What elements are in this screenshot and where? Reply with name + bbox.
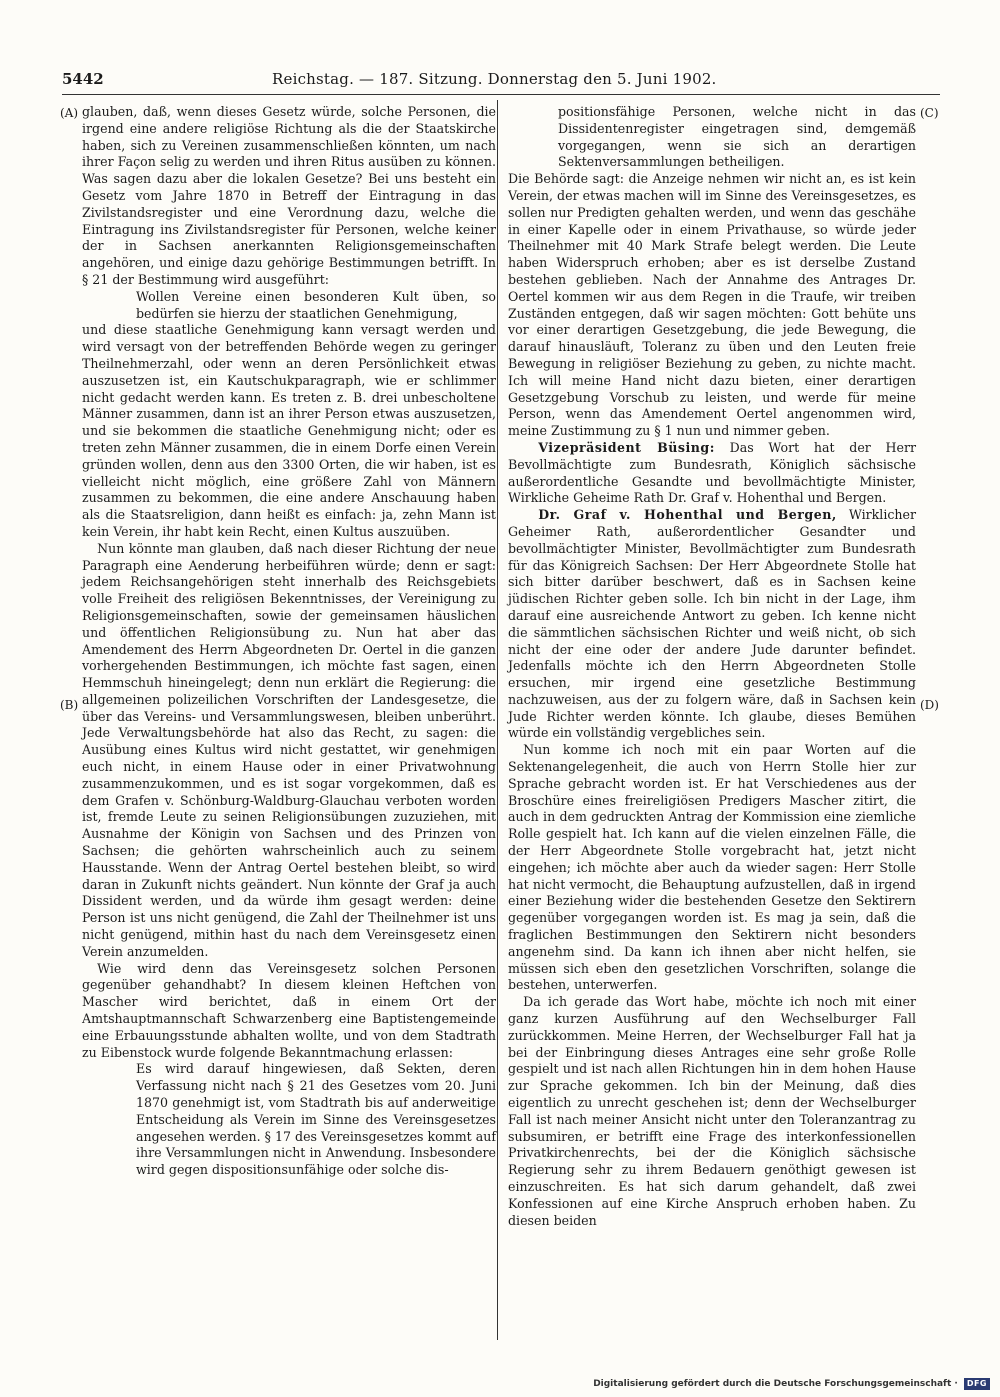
quote-block: positionsfähige Personen, welche nicht in das Dissidentenregister eingetragen sind, demgemäß vorgegangen, wenn sie sich an derartigen Sektenversammlungen betheiligen. — [558, 104, 916, 170]
footer-credit-text: Digitalisierung gefördert durch die Deutsche Forschungsgemeinschaft · — [593, 1379, 958, 1389]
speaker-paragraph: Vizepräsident Büsing: Das Wort hat der Herr Bevollmächtigte zum Bundesrath, Königlich sächsische außerordentliche Gesandte und bevollmächtigte Minister, Wirkliche Geheime Rath Dr. Graf v. Hohenthal und Bergen. — [508, 439, 916, 506]
margin-marker-b: (B) — [60, 698, 79, 712]
quote-block: Es wird darauf hingewiesen, daß Sekten, deren Verfassung nicht nach § 21 des Gesetzes vom 20. Juni 1870 genehmigt ist, vom Stadtrath bis auf anderweitige Entscheidung als Verein im Sinne des Vereinsgesetzes angesehen werden. § 17 des Vereinsgesetzes kommt auf ihre Versammlungen nicht in Anwendung. Insbesondere wird gegen dispositionsunfähige oder solche dis- — [136, 1061, 496, 1178]
margin-marker-c: (C) — [920, 106, 939, 120]
paragraph: Nun komme ich noch mit ein paar Worten auf die Sektenangelegenheit, die auch von Herrn Stolle hier zur Sprache gebracht worden ist. Er hat Verschiedenes aus der Broschüre eines freireligiösen Predigers Mascher zitirt, die auch in dem gedruckten Antrag der Kommission eine ziemliche Rolle gespielt hat. Ich kann auf die vielen einzelnen Fälle, die der Herr Abgeordnete Stolle vorgebracht hat, jetzt nicht eingehen; ich möchte aber auch da wieder sagen: Herr Stolle hat nicht vermocht, die Behauptung aufzustellen, daß in irgend einer Beziehung wider die bestehenden Gesetze den Sektirern gegenüber vorgegangen worden ist. Es mag ja sein, daß die fraglichen Bestimmungen den Sektirern nicht besonders angenehm sind. Da kann ich ihnen aber nicht helfen, sie müssen sich eben den gesetzlichen Vorschriften, solange die bestehen, unterwerfen. — [508, 742, 916, 993]
paragraph: und diese staatliche Genehmigung kann versagt werden und wird versagt von der betreffenden Behörde wegen zu geringer Theilnehmerzahl, oder wenn an deren Persönlichkeit etwas auszusetzen ist, ein Kautschukparagraph, wie er schlimmer nicht gedacht werden kann. Es treten z. B. drei unbescholtene Männer zusammen, dann ist an ihrer Person etwas auszusetzen, und sie bekommen die staatliche Genehmigung nicht; oder es treten zehn Männer zusammen, die in einem Dorfe einen Verein gründen wollen, denn aus den 3300 Orten, die wir haben, ist es vielleicht nicht möglich, eine größere Zahl von Männern zusammen zu bekommen, die eine andere Anschauung haben als die Staatsreligion, dann heißt es einfach: ja, zehn Mann ist kein Verein, ihr habt kein Recht, einen Kultus auszuüben. — [82, 322, 496, 539]
paragraph: Nun könnte man glauben, daß nach dieser Richtung der neue Paragraph eine Aenderung herbeiführen würde; denn er sagt: jedem Reichsangehörigen steht innerhalb des Reichsgebiets volle Freiheit des religiösen Bekenntnisses, der Vereinigung zu Religionsgemeinschaften, sowie der gemeinsamen häuslichen und öffentlichen Religionsübung zu. Nun hat aber das Amendement des Herrn Abgeordneten Dr. Oertel in die ganzen vorhergehenden Bestimmungen, ich möchte fast sagen, einen Hemmschuh hineingelegt; denn nun erklärt die Regierung: die allgemeinen polizeilichen Vorschriften der Landesgesetze, die über das Vereins- und Versammlungswesen, bleiben unberührt. Jede Verwaltungsbehörde hat also das Recht, zu sagen: die Ausübung eines Kultus wird nicht gestattet, wir genehmigen euch nicht, in einem Hause oder in einer Privatwohnung zusammenzukommen, und es ist sogar vorgekommen, daß es dem Grafen v. Schönburg-Waldburg-Glauchau verboten worden ist, fremde Leute zu seinen Religionsübungen zuzuziehen, mit Ausnahme der Königin von Sachsen und des Prinzen von Sachsen; die gehörten wahrscheinlich auch zu seinem Hausstande. Wenn der Antrag Oertel bestehen bleibt, so wird daran in Zukunft nichts geändert. Nun könnte der Graf ja auch Dissident werden, und da würde ihm gesagt werden: deine Person ist uns nicht genügend, die Zahl der Theilnehmer ist uns nicht genügend, mithin hast du nach dem Vereinsgesetz einen Verein anzumelden. — [82, 540, 496, 959]
quote-block: Wollen Vereine einen besonderen Kult üben, so bedürfen sie hierzu der staatlichen Genehmigung, — [136, 288, 496, 321]
paragraph: Wie wird denn das Vereinsgesetz solchen Personen gegenüber gehandhabt? In diesem kleinen Heftchen von Mascher wird berichtet, daß in einem Ort der Amtshauptmannschaft Schwarzenberg eine Baptistengemeinde eine Erbauungsstunde abhalten wollte, und von dem Stadtrath zu Eibenstock wurde folgende Bekanntmachung erlassen: — [82, 960, 496, 1060]
running-title: Reichstag. — 187. Sitzung. Donnerstag den 5. Juni 1902. — [272, 70, 717, 88]
left-column — [82, 104, 496, 1179]
paragraph: Die Behörde sagt: die Anzeige nehmen wir nicht an, es ist kein Verein, der etwas machen will im Sinne des Vereinsgesetzes, es sollen nur Predigten gehalten werden, und wenn das geschähe in einer Kapelle oder in einem Privathause, so würde jeder Theilnehmer mit 40 Mark Strafe belegt werden. Die Leute haben Widerspruch erhoben; aber es ist derselbe Zustand bestehen geblieben. Nach der Annahme des Antrages Dr. Oertel kommen wir aus dem Regen in die Traufe, wir treiben Zuständen entgegen, daß wir sagen möchten: Gott behüte uns vor einer derartigen Gesetzgebung, die jede Bewegung, die darauf hinausläuft, Toleranz zu üben und den Leuten freie Bewegung in religiöser Beziehung zu geben, zu nichte macht. Ich will meine Hand nicht dazu bieten, einer derartigen Gesetzgebung Vorschub zu leisten, und werde für meine Person, wenn das Amendement Oertel angenommen wird, meine Zustimmung zu § 1 nun und nimmer geben. — [508, 171, 916, 439]
right-column — [508, 104, 916, 1229]
column-divider — [497, 100, 498, 1340]
footer-credit — [593, 1377, 990, 1391]
paragraph: glauben, daß, wenn dieses Gesetz würde, solche Personen, die irgend eine andere religiöse Richtung als die der Staatskirche haben, sich zu Vereinen zusammenschließen könnten, um nach ihrer Façon selig zu werden und ihren Ritus ausüben zu können. Was sagen dazu aber die lokalen Gesetze? Bei uns besteht ein Gesetz vom Jahre 1870 in Betreff der Eintragung in das Zivilstandsregister und eine Verordnung dazu, welche die Eintragung ins Zivilstandsregister für Personen, welche keiner der in Sachsen anerkannten Religionsgemeinschaften angehören, und einige dazu gehörige Bestimmungen betrifft. In § 21 der Bestimmung wird ausgeführt: — [82, 104, 496, 287]
page-header — [62, 68, 940, 90]
header-rule — [62, 94, 940, 95]
paragraph: Da ich gerade das Wort habe, möchte ich noch mit einer ganz kurzen Ausführung auf den Wechselburger Fall zurückkommen. Meine Herren, der Wechselburger Fall hat ja bei der Einbringung dieses Antrages eine sehr große Rolle gespielt und ist nach allen Richtungen hin in dem hohen Hause zur Sprache gekommen. Ich bin der Meinung, daß dies eigentlich zu unrecht geschehen ist; denn der Wechselburger Fall ist nach meiner Ansicht nicht unter den Toleranzantrag zu subsumiren, er betrifft eine Frage des interkonfessionellen Privatkirchenrechts, bei der die Königlich sächsische Regierung sehr zu ihrem Bedauern genöthigt gewesen ist einzuschreiten. Es hat sich darum gehandelt, daß zwei Konfessionen auf eine Kirche Anspruch erhoben haben. Zu diesen beiden — [508, 994, 916, 1228]
margin-marker-a: (A) — [60, 106, 79, 120]
speaker-name: Vizepräsident Büsing: — [538, 439, 715, 455]
speaker-paragraph: Dr. Graf v. Hohenthal und Bergen, Wirklicher Geheimer Rath, außerordentlicher Gesandter und bevollmächtigter Minister, Bevollmächtigter zum Bundesrath für das Königreich Sachsen: Der Herr Abgeordnete Stolle hat sich bitter darüber beschwert, daß es in Sachsen keine jüdischen Richter geben solle. Ich bin nicht in der Lage, ihm darauf eine ausreichende Antwort zu geben. Ich kenne nicht die sämmtlichen sächsischen Richter und weiß nicht, ob sich nicht der eine oder der andere Jude darunter befindet. Jedenfalls möchte ich den Herrn Abgeordneten Stolle ersuchen, mir irgend eine gesetzliche Bestimmung nachzuweisen, aus der zu folgern wäre, daß in Sachsen kein Jude Richter werden könnte. Ich glaube, dieses Bemühen würde ein vollständig vergebliches sein. — [508, 507, 917, 741]
speaker-name: Dr. Graf v. Hohenthal und Bergen, — [538, 507, 837, 523]
margin-marker-d: (D) — [920, 698, 939, 712]
dfg-logo-icon: DFG — [964, 1378, 990, 1390]
page-number: 5442 — [62, 70, 104, 88]
